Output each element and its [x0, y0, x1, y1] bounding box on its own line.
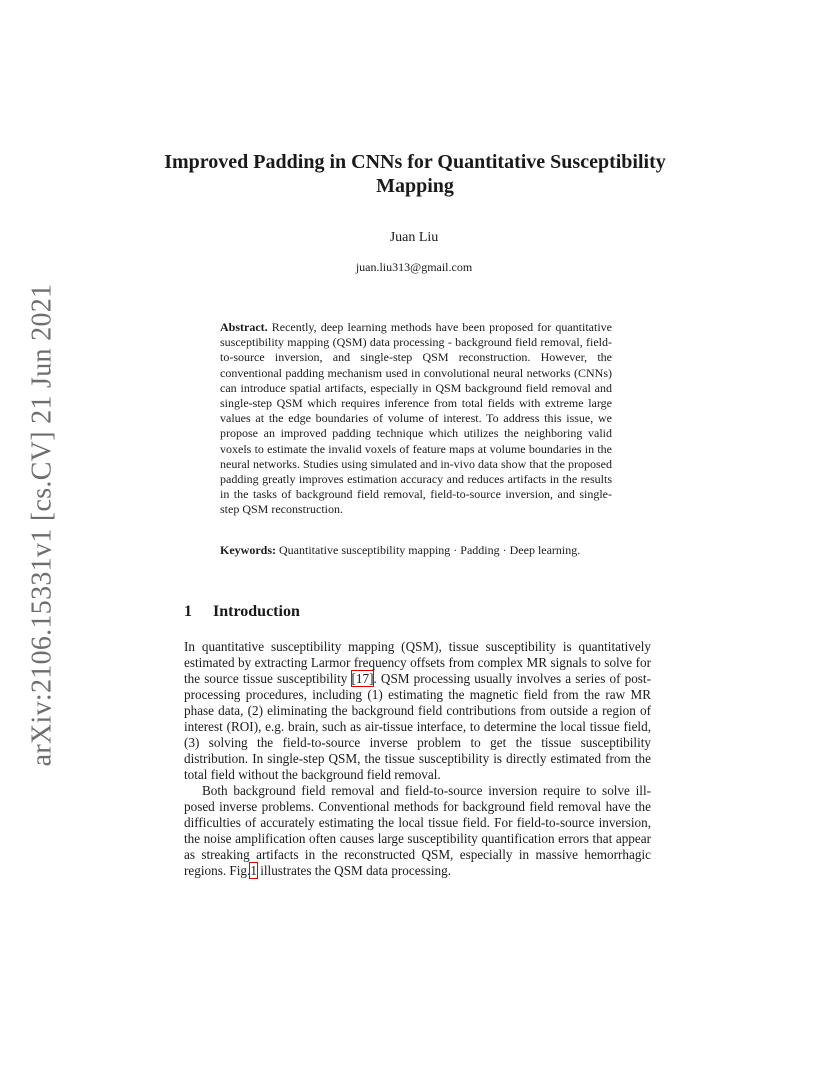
abstract-text: Recently, deep learning methods have been proposed for quantitative susceptibility mapping (QSM) data processing - background field removal, field-to-source inversion, and single-step QSM reconstruction. However, the conventional padding mechanism used in convolutional neural networks (CNNs) can introduce spatial artifacts, especially in QSM background field removal and single-step QSM which requires inference from total fields with extreme large values at the edge boundaries of volume of interest. To address this issue, we propose an improved padding technique which utilizes the neighboring valid voxels to estimate the invalid voxels of feature maps at volume boundaries in the neural networks. Studies using simulated and in-vivo data show that the proposed padding greatly improves estimation accuracy and reduces artifacts in the results in the tasks of background field removal, field-to-source inversion, and single-step QSM reconstruction. [220, 320, 612, 517]
abstract [220, 320, 612, 518]
figure-link[interactable]: 1 [250, 863, 257, 878]
author-name: Juan Liu [389, 230, 439, 245]
paper-title: Improved Padding in CNNs for Quantitative Susceptibility Mapping [164, 151, 666, 197]
abstract-label: Abstract. [220, 320, 268, 334]
paragraph [184, 783, 651, 879]
paragraph-text: . QSM processing usually involves a series of post-processing procedures, including (1) estimating the magnetic field from the raw MR phase data, (2) eliminating the background field contributions from outside a region of interest (ROI), e.g. brain, such as air-tissue interface, to determine the local tissue field, (3) solving the field-to-source inverse problem to get the tissue susceptibility distribution. In single-step QSM, the tissue susceptibility is directly estimated from the total field without the background field removal. [184, 671, 651, 782]
paragraph-text: In quantitative susceptibility mapping (QSM), tissue susceptibility is quantitatively estimated by extracting Larmor frequency offsets from complex MR signals to solve for the source tissue susceptibility [184, 639, 651, 686]
section-heading [184, 603, 300, 621]
section-number: 1 [184, 603, 192, 620]
arxiv-sidebar [20, 283, 64, 767]
introduction-body [184, 639, 651, 879]
keywords [220, 543, 612, 558]
section-title: Introduction [213, 603, 300, 620]
paragraph [184, 639, 651, 783]
author-email: juan.liu313@gmail.com [355, 260, 473, 274]
arxiv-identifier: arXiv:2106.15331v1 [cs.CV] 21 Jun 2021 [26, 283, 58, 767]
keywords-label: Keywords: [220, 543, 276, 557]
keywords-text: Quantitative susceptibility mapping · Padding · Deep learning. [279, 543, 581, 557]
paragraph-text: illustrates the QSM data processing. [256, 863, 452, 878]
paragraph-text: Both background field removal and field-to-source inversion require to solve ill-posed inverse problems. Conventional methods for background field removal have the difficulties of accurately estimating the local tissue field. For field-to-source inversion, the noise amplification often causes large susceptibility quantification errors that appear as streaking artifacts in the reconstructed QSM, especially in massive hemorrhagic regions. Fig. [184, 783, 651, 878]
citation-link[interactable]: [17] [351, 671, 374, 686]
